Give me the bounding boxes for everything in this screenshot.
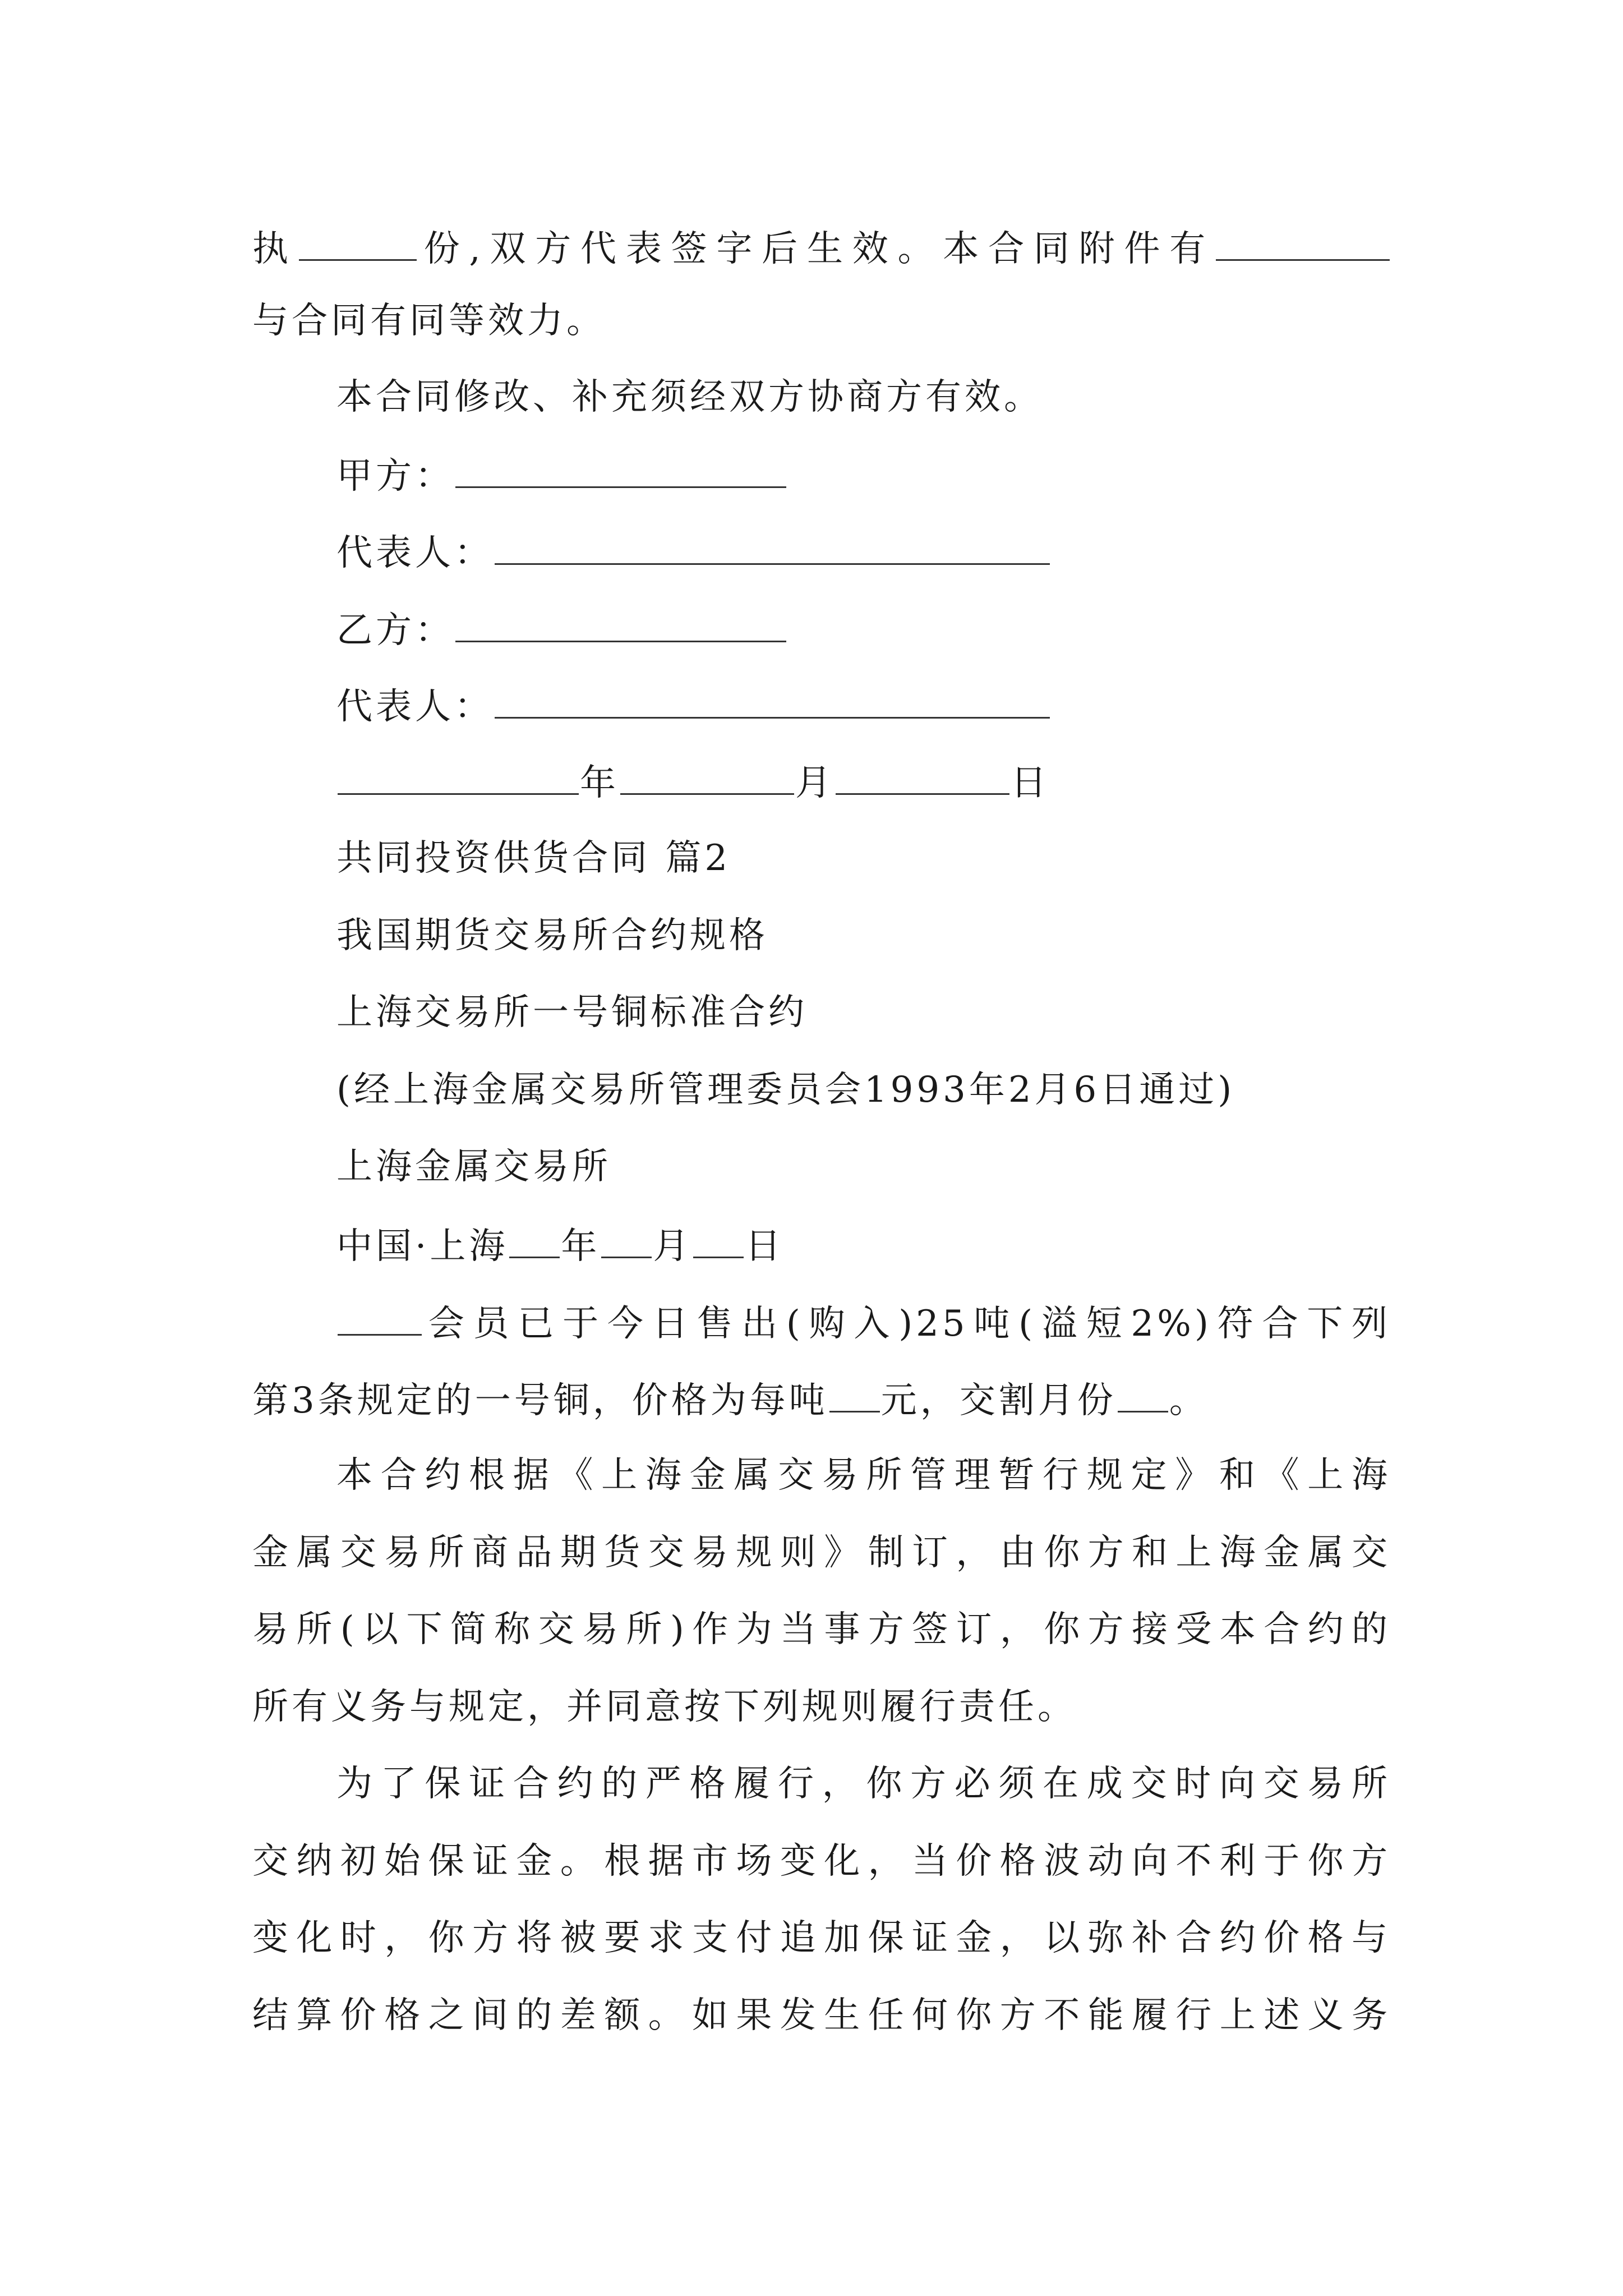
text-line [252, 224, 1391, 272]
place-year-label: 年 [561, 1226, 601, 1267]
paragraph-line: 所有义务与规定，并同意按下列规则履行责任。 [252, 1686, 1077, 1728]
fill-blank [299, 224, 417, 261]
paragraph-line: 交纳初始保证金。根据市场变化，当价格波动向不利于你方 [252, 1841, 1391, 1882]
paragraph-line [336, 1299, 1391, 1346]
fill-blank [509, 1222, 560, 1258]
text-fragment: 元，交割月份 [880, 1380, 1117, 1421]
fill-blank [495, 682, 1050, 719]
date-month-label: 月 [795, 762, 834, 804]
fill-blank [693, 1222, 744, 1258]
fill-blank [495, 528, 1050, 565]
representative-a-line [336, 528, 1391, 576]
text-fragment: 份,双方代表签字后生效。本合同附件有 [417, 228, 1215, 270]
place-label: 中国·上海 [336, 1226, 509, 1267]
fill-blank [829, 1376, 880, 1412]
fill-blank [455, 452, 786, 488]
fill-blank [338, 758, 579, 795]
party-b-line [336, 606, 1391, 653]
paragraph-line: 结算价格之间的差额。如果发生任何你方不能履行上述义务 [252, 1995, 1391, 2036]
paragraph-line: 变化时，你方将被要求支付追加保证金，以弥补合约价格与 [252, 1917, 1391, 1959]
text-line: 本合同修改、补充须经双方协商方有效。 [336, 376, 1043, 418]
party-a-line [336, 452, 1391, 499]
party-b-label: 乙方： [336, 610, 454, 651]
fill-blank [620, 758, 794, 795]
place-date-line [336, 1222, 1391, 1269]
subheading: 上海交易所一号铜标准合约 [336, 992, 808, 1033]
text-fragment: 。 [1169, 1380, 1209, 1421]
text-fragment: 第3条规定的一号铜，价格为每吨 [252, 1380, 828, 1421]
place-month-label: 月 [653, 1226, 693, 1267]
date-day-label: 日 [1011, 762, 1050, 804]
representative-a-label: 代表人： [336, 532, 494, 574]
representative-b-line [336, 682, 1391, 729]
text-fragment: 执 [252, 228, 298, 270]
section-heading: 共同投资供货合同 篇2 [336, 838, 731, 879]
subheading: 上海金属交易所 [336, 1146, 611, 1188]
signature-date-line [336, 758, 1391, 806]
fill-blank [455, 606, 786, 642]
text-line: 与合同有同等效力。 [252, 300, 606, 342]
representative-b-label: 代表人： [336, 686, 494, 728]
fill-blank [1118, 1376, 1168, 1412]
subheading: 我国期货交易所合约规格 [336, 915, 768, 956]
paragraph-line: 金属交易所商品期货交易规则》制订，由你方和上海金属交 [252, 1532, 1391, 1573]
subheading: (经上海金属交易所管理委员会1993年2月6日通过) [336, 1069, 1235, 1111]
place-day-label: 日 [745, 1226, 785, 1267]
fill-blank [338, 1299, 422, 1336]
fill-blank [601, 1222, 652, 1258]
fill-blank [1216, 224, 1390, 261]
paragraph-line: 本合约根据《上海金属交易所管理暂行规定》和《上海 [336, 1455, 1391, 1496]
date-year-label: 年 [580, 762, 619, 804]
paragraph-line: 易所(以下简称交易所)作为当事方签订，你方接受本合约的 [252, 1609, 1391, 1650]
party-a-label: 甲方： [336, 455, 454, 497]
text-fragment: 会员已于今日售出(购入)25吨(溢短2%)符合下列 [423, 1303, 1391, 1345]
paragraph-line [252, 1376, 1391, 1423]
paragraph-line: 为了保证合约的严格履行，你方必须在成交时向交易所 [336, 1763, 1391, 1805]
fill-blank [836, 758, 1009, 795]
